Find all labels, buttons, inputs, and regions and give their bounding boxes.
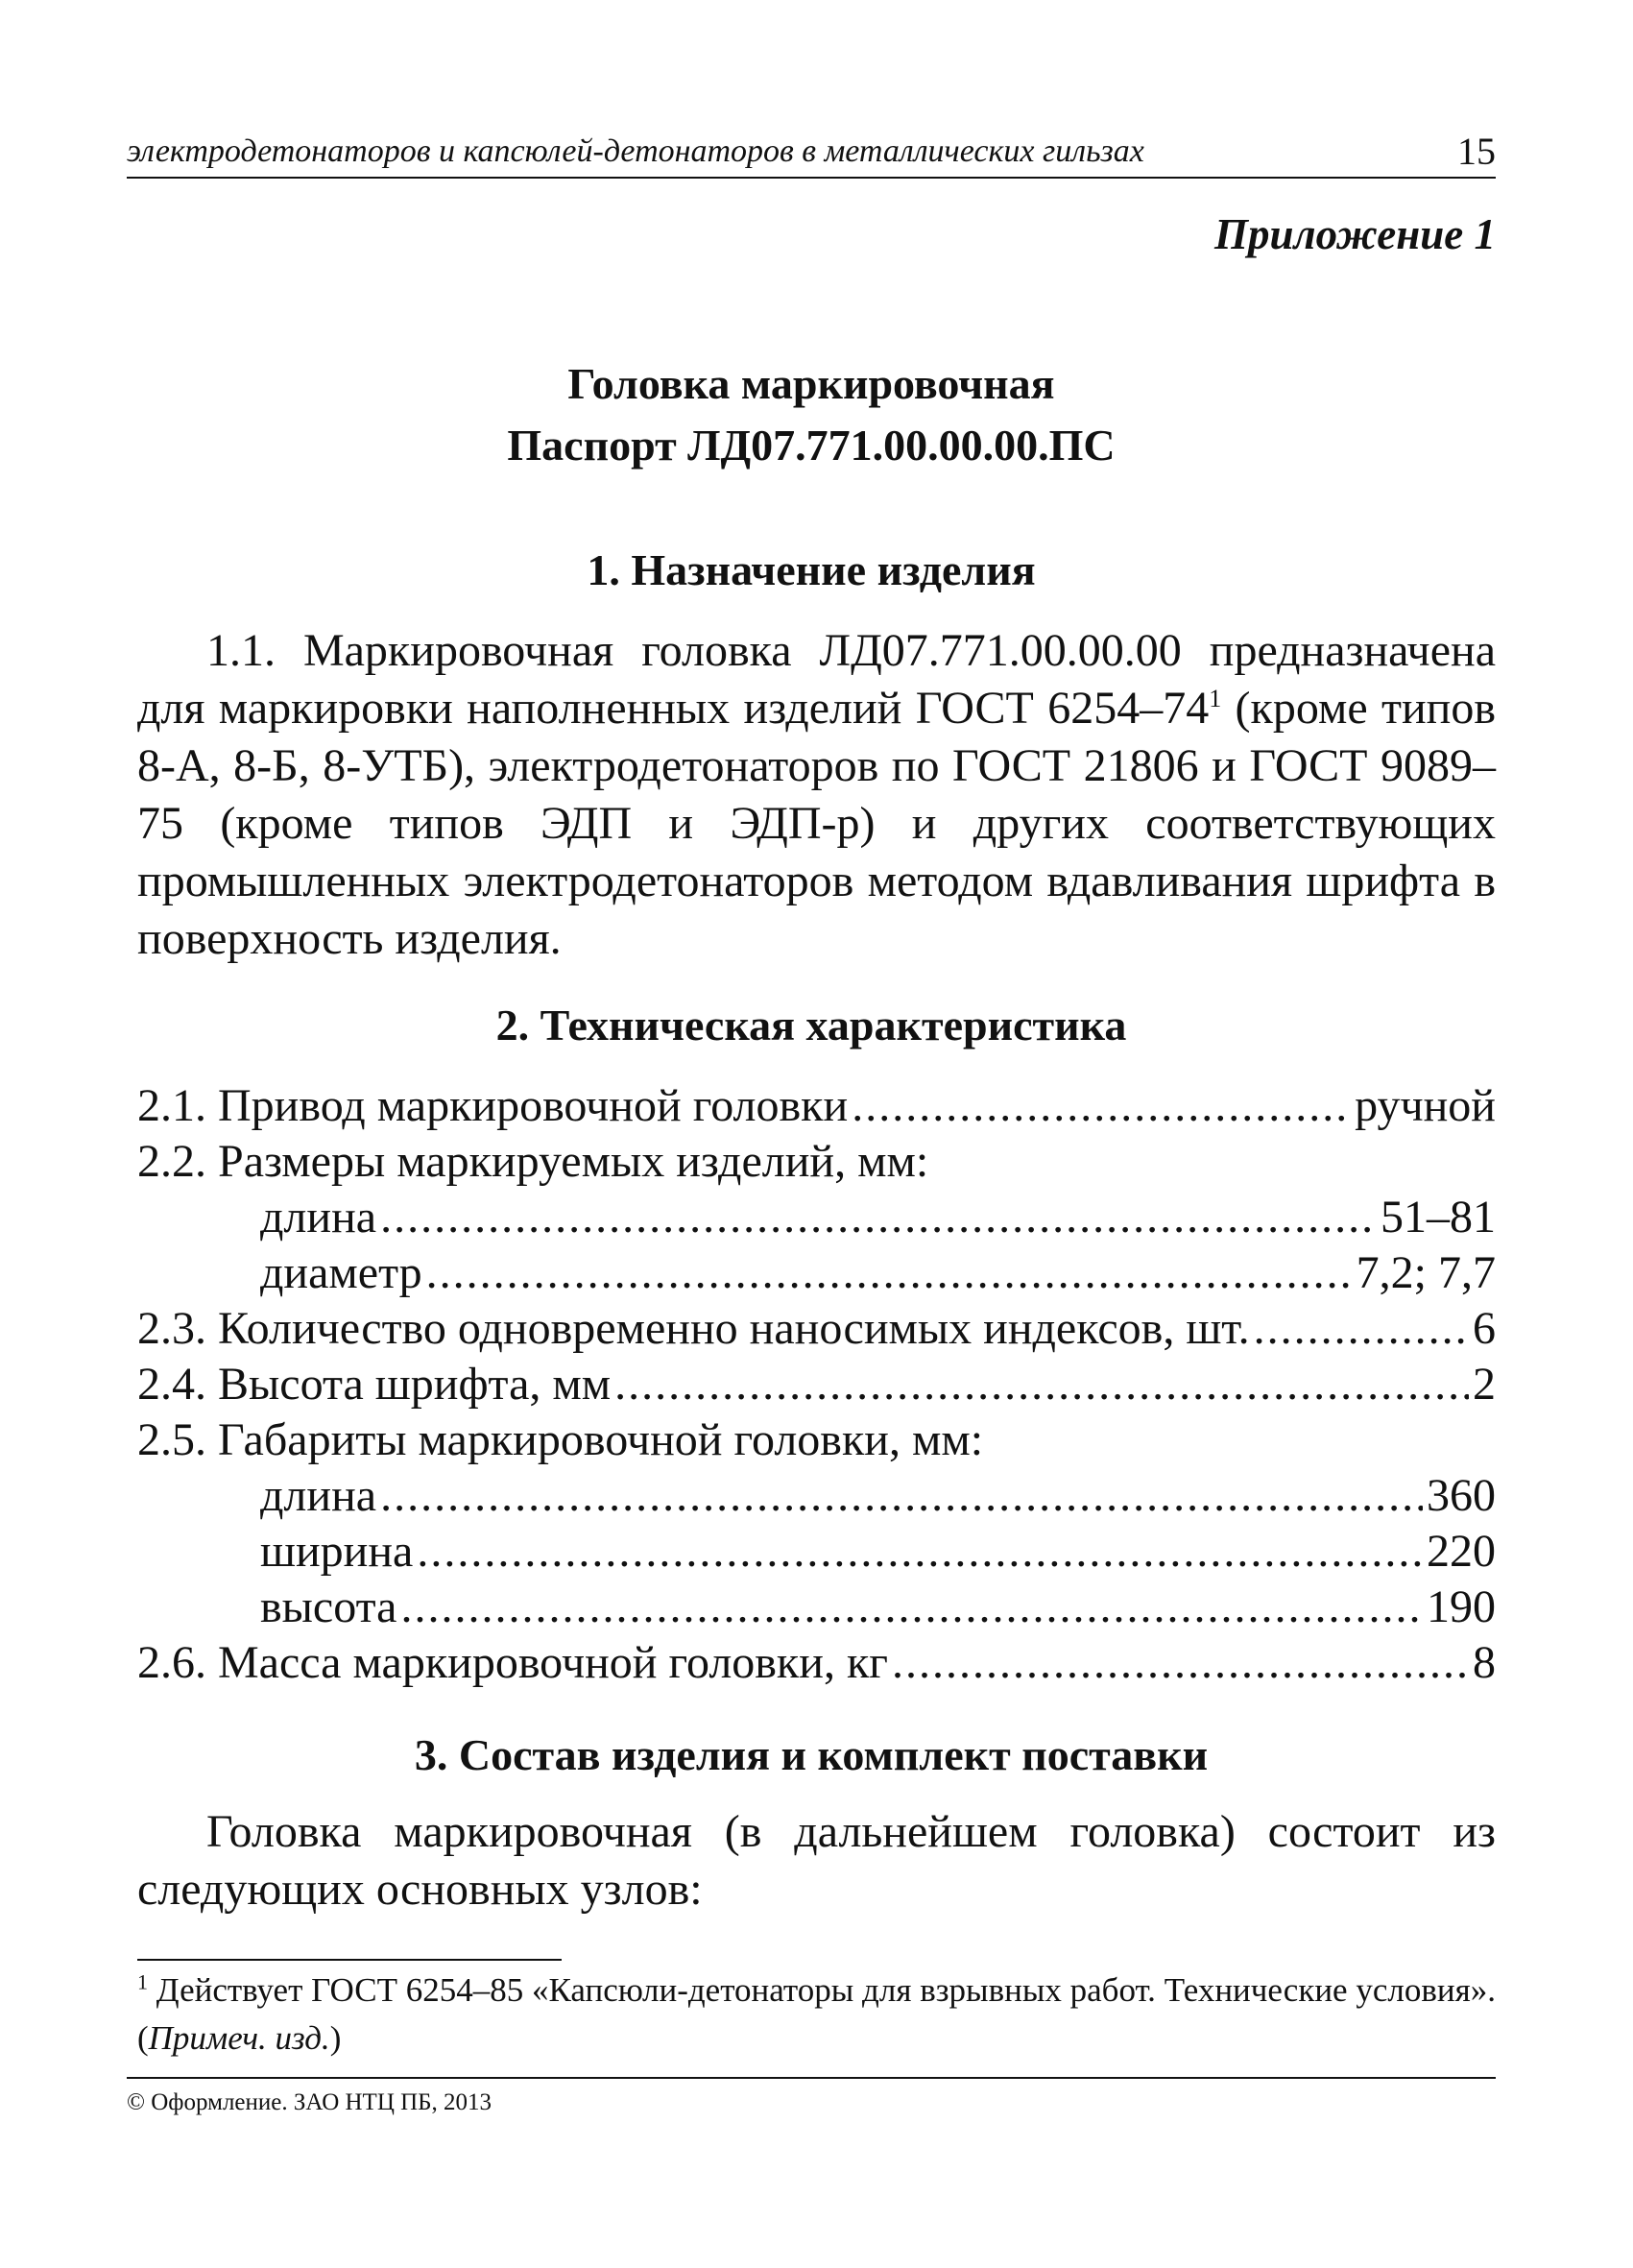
spec-row-font-height <box>137 1357 1496 1412</box>
spec-row-product-sizes <box>137 1134 1496 1190</box>
running-header <box>127 130 1496 179</box>
section-1-text-start: 1.1. Маркировочная головка ЛД07.771.00.00.00 предназначена для маркировки наполненных изделий ГОСТ 6254–74 <box>137 625 1496 734</box>
spec-label: 2.3. Количество одновременно наносимых индексов, шт. <box>137 1303 1250 1354</box>
spec-label: 2.1. Привод маркировочной головки <box>137 1080 849 1131</box>
spec-value: 220 <box>1427 1526 1496 1577</box>
footnote-editor-note: Примеч. изд. <box>148 2019 330 2057</box>
spec-label: 2.6. Масса маркировочной головки, кг <box>137 1637 888 1688</box>
appendix-label: Приложение 1 <box>1214 210 1496 258</box>
spec-label: ширина <box>260 1526 414 1577</box>
dot-leader <box>852 1078 1351 1134</box>
spec-row-head-width <box>137 1524 1496 1580</box>
spec-value: 51–81 <box>1381 1192 1496 1243</box>
spec-row-head-mass <box>137 1635 1496 1691</box>
dot-leader <box>380 1468 1423 1524</box>
spec-row-head-dimensions <box>137 1412 1496 1468</box>
bottom-divider <box>127 2077 1496 2079</box>
dot-leader <box>417 1524 1423 1580</box>
spec-label: 2.5. Габариты маркировочной головки, мм: <box>137 1414 984 1465</box>
spec-row-head-height <box>137 1580 1496 1635</box>
footnote-text: Действует ГОСТ 6254–85 «Капсюли-детонаторы для взрывных работ. Технические условия». ( <box>137 1971 1496 2057</box>
section-3-paragraph <box>137 1803 1496 1918</box>
spec-row-product-length <box>137 1190 1496 1245</box>
section-1-paragraph <box>137 622 1496 968</box>
spec-value: 2 <box>1473 1359 1496 1410</box>
spec-label: 2.2. Размеры маркируемых изделий, мм: <box>137 1136 929 1187</box>
document-title-line-1: Головка маркировочная <box>567 359 1055 408</box>
document-title-line-2: Паспорт ЛД07.771.00.00.00.ПС <box>507 421 1116 470</box>
section-1-text-end: (кроме типов 8-А, 8-Б, 8-УТБ), электродетонаторов по ГОСТ 21806 и ГОСТ 9089–75 (кроме типов ЭДП и ЭДП-р) и других соответствующих промышленных электродетонаторов методом вдавливания шрифта в поверхность изделия. <box>137 683 1496 964</box>
dot-leader <box>892 1635 1469 1691</box>
dot-leader <box>380 1190 1377 1245</box>
spec-value: ручной <box>1355 1080 1496 1131</box>
footnote-reference: 1 <box>1209 685 1222 712</box>
footnote <box>137 1966 1496 2063</box>
dot-leader <box>400 1580 1423 1635</box>
section-2-heading: 2. Техническая характеристика <box>495 1001 1127 1050</box>
spec-value: 6 <box>1473 1303 1496 1354</box>
spec-label: высота <box>260 1581 397 1632</box>
running-title: электродетонаторов и капсюлей-детонаторов в металлических гильзах <box>127 133 1144 169</box>
section-3-heading: 3. Состав изделия и комплект поставки <box>414 1730 1209 1779</box>
page-number: 15 <box>1457 130 1496 173</box>
spec-value: 8 <box>1473 1637 1496 1688</box>
spec-row-index-count <box>137 1301 1496 1357</box>
spec-list <box>137 1078 1496 1691</box>
footnote-mark: 1 <box>137 1969 148 1994</box>
spec-row-head-length <box>137 1468 1496 1524</box>
copyright-notice: © Оформление. ЗАО НТЦ ПБ, 2013 <box>127 2089 492 2115</box>
spec-value: 190 <box>1427 1581 1496 1632</box>
dot-leader <box>614 1357 1469 1412</box>
spec-label: длина <box>260 1470 377 1521</box>
dot-leader <box>426 1245 1353 1301</box>
spec-row-drive <box>137 1078 1496 1134</box>
spec-value: 360 <box>1427 1470 1496 1521</box>
document-title <box>127 353 1496 476</box>
section-1-heading: 1. Назначение изделия <box>587 545 1036 594</box>
spec-value: 7,2; 7,7 <box>1356 1247 1496 1298</box>
spec-label: 2.4. Высота шрифта, мм <box>137 1359 612 1410</box>
spec-label: диаметр <box>260 1247 422 1298</box>
footnote-text-end: ) <box>329 2019 342 2057</box>
spec-row-product-diameter <box>137 1245 1496 1301</box>
dot-leader <box>1254 1301 1469 1357</box>
footnote-divider <box>137 1959 562 1961</box>
section-3-text: Головка маркировочная (в дальнейшем головка) состоит из следующих основных узлов: <box>137 1806 1496 1915</box>
spec-label: длина <box>260 1192 377 1243</box>
